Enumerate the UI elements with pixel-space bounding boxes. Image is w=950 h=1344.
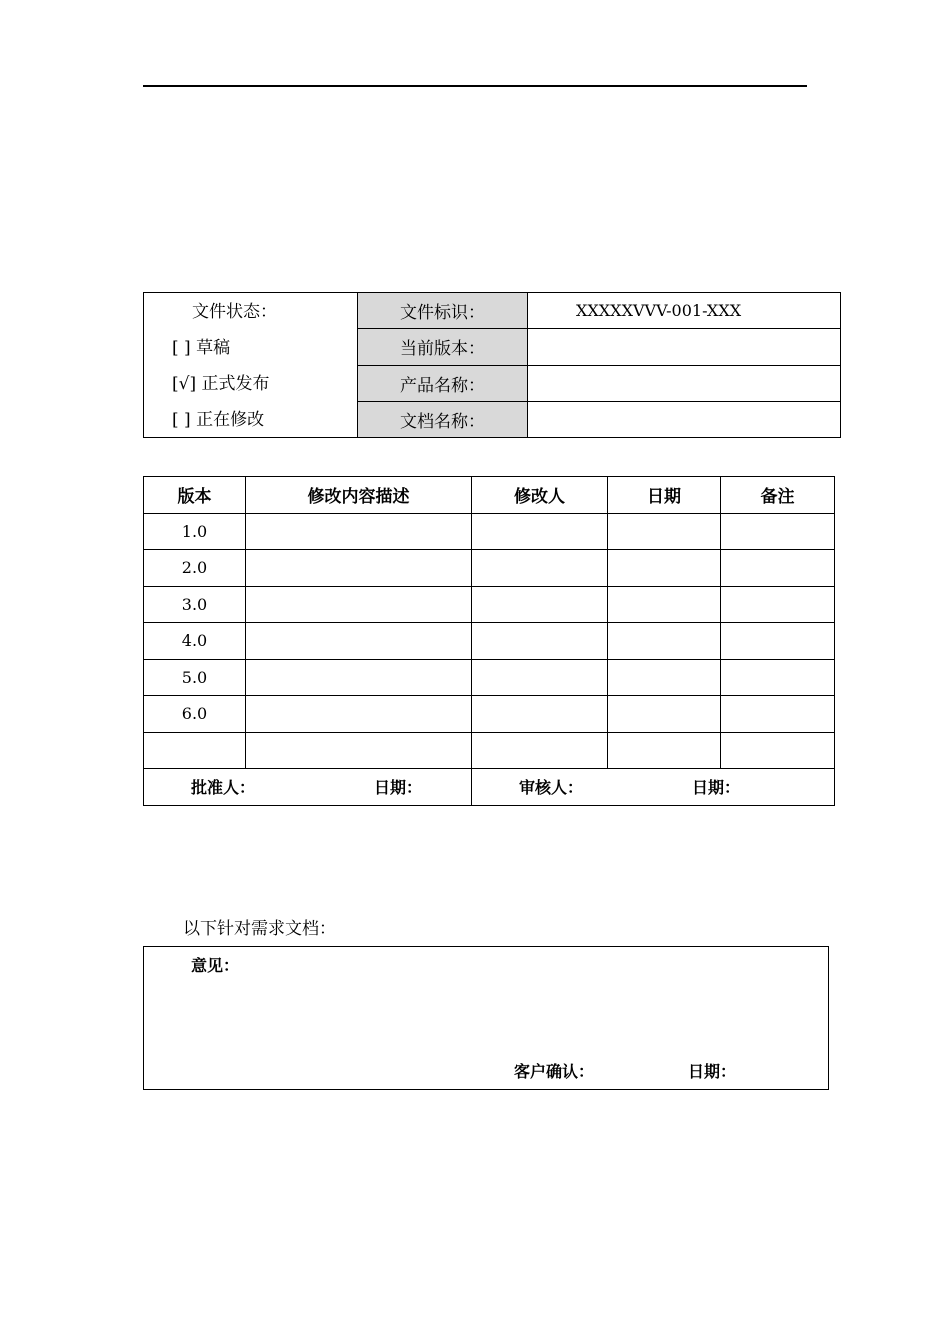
reviewer-label: 审核人： [519,778,584,797]
table-row [144,659,835,696]
revision-history-table [143,476,835,806]
table-cell[interactable] [472,623,608,660]
table-cell[interactable] [246,696,472,733]
table-cell[interactable] [246,659,472,696]
field-label-document-name: 文档名称： [358,401,528,437]
table-cell[interactable] [472,732,608,769]
approver-date-label: 日期： [374,778,423,797]
version-cell: 1.0 [144,513,246,550]
field-value-file-id[interactable]: XXXXXVVV-001-XXX [528,293,841,329]
confirm-date-label: 日期： [688,1062,737,1081]
table-cell[interactable] [608,659,721,696]
field-value-product-name[interactable] [528,365,841,401]
table-cell[interactable] [472,659,608,696]
table-cell[interactable] [721,586,835,623]
table-cell[interactable] [472,550,608,587]
field-value-current-version[interactable] [528,329,841,365]
document-status-table [143,292,841,438]
version-cell: 3.0 [144,586,246,623]
table-cell[interactable] [721,732,835,769]
table-cell[interactable] [608,732,721,769]
checkbox-mark: [√] [172,374,197,394]
table-cell[interactable] [608,513,721,550]
table-cell[interactable] [608,586,721,623]
table-cell[interactable] [246,732,472,769]
table-cell[interactable] [608,696,721,733]
column-header: 日期 [608,477,721,514]
field-value-document-name[interactable] [528,401,841,437]
review-cell[interactable] [472,769,835,806]
table-row [144,586,835,623]
signature-row [144,769,835,806]
table-cell[interactable] [472,696,608,733]
table-row [144,513,835,550]
field-label-product-name: 产品名称： [358,365,528,401]
approver-label: 批准人： [191,778,256,797]
status-option-label: 正式发布 [201,374,270,394]
version-cell: 2.0 [144,550,246,587]
version-cell: 6.0 [144,696,246,733]
table-row [144,696,835,733]
field-label-file-id: 文件标识： [358,293,528,329]
table-cell[interactable] [246,586,472,623]
status-title: 文件状态： [192,302,277,322]
table-cell[interactable] [721,659,835,696]
reviewer-date-label: 日期： [692,778,741,797]
version-cell[interactable] [144,732,246,769]
table-cell[interactable] [608,550,721,587]
table-row [144,550,835,587]
table-cell[interactable] [608,623,721,660]
field-label-current-version: 当前版本： [358,329,528,365]
column-header: 版本 [144,477,246,514]
table-cell[interactable] [472,513,608,550]
table-cell[interactable] [721,513,835,550]
table-header-row [144,477,835,514]
status-option-modifying[interactable] [172,405,264,430]
checkbox-mark: [ ] [172,338,191,358]
table-cell[interactable] [246,623,472,660]
table-cell[interactable] [721,550,835,587]
status-option-label: 正在修改 [196,410,265,430]
checkbox-mark: [ ] [172,410,191,430]
column-header: 备注 [721,477,835,514]
status-option-released[interactable] [172,369,270,394]
status-cell [144,293,358,438]
table-cell[interactable] [246,513,472,550]
table-cell[interactable] [472,586,608,623]
opinion-label: 意见： [191,956,240,975]
version-cell: 4.0 [144,623,246,660]
table-row [144,732,835,769]
table-cell[interactable] [721,623,835,660]
column-header: 修改人 [472,477,608,514]
column-header: 修改内容描述 [246,477,472,514]
header-rule [143,85,807,87]
version-cell: 5.0 [144,659,246,696]
table-cell[interactable] [246,550,472,587]
intro-text: 以下针对需求文档： [183,919,336,939]
approval-cell[interactable] [144,769,472,806]
status-option-draft[interactable] [172,333,230,358]
customer-confirm-label: 客户确认： [514,1062,595,1081]
opinion-box[interactable] [143,946,829,1090]
table-row [144,623,835,660]
table-cell[interactable] [721,696,835,733]
status-option-label: 草稿 [196,338,231,358]
